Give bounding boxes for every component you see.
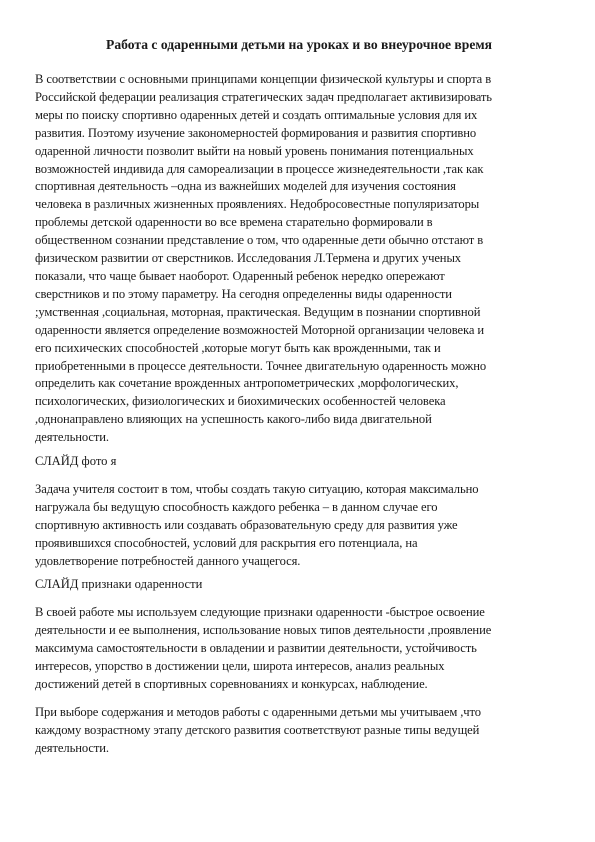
- text-line: общественном сознании представление о том, что одаренные дети обычно отстают в: [35, 233, 484, 248]
- text-line: проблемы детской одаренности во все времена старательно формировали в: [35, 215, 433, 230]
- text-line: деятельности и ее выполнения, использование новых типов деятельности ,проявление: [35, 623, 492, 638]
- text-line: показали, что чаще бывает наоборот. Одаренный ребенок нередко опережают: [35, 268, 445, 283]
- text-line: его психических способностей ,которые могут быть как врожденными, так и: [35, 340, 441, 355]
- text-line: ,однонаправлено влияющих на успешность какого-либо вида двигательной: [35, 412, 432, 427]
- text-line: ;умственная ,социальная, моторная, практическая. Ведущим в познании спортивной: [35, 304, 481, 319]
- text-line: деятельности.: [35, 740, 109, 755]
- text-line: одаренной личности позволит выйти на новый уровень понимания потенциальных: [35, 143, 474, 158]
- text-line: спортивную активность или создавать образовательную среду для развития уже: [35, 517, 458, 532]
- text-line: каждому возрастному этапу детского развития соответствуют разные типы ведущей: [35, 722, 480, 737]
- text-line: нагружала бы ведущую способность каждого ребенка – в данном случае его: [35, 499, 438, 514]
- text-line: возможностей индивида для самореализации в процессе жизнедеятельности ,так как: [35, 161, 484, 176]
- paragraph-signs: [35, 604, 543, 694]
- text-line: проявившихся способностей, условий для раскрытия его потенциала, на: [35, 535, 418, 550]
- text-line: одаренности является определение возможностей Моторной организации человека и: [35, 322, 484, 337]
- text-line: приобретенными в процессе деятельности. Точнее двигательную одаренность можно: [35, 358, 487, 373]
- text-line: меры по поиску спортивно одаренных детей и создать оптимальные условия для их: [35, 107, 478, 122]
- text-line: В соответствии с основными принципами концепции физической культуры и спорта в: [35, 72, 492, 86]
- text-line: интересов, упорство в достижении цели, широта интересов, анализ реальных: [35, 659, 445, 674]
- text-line: В своей работе мы используем следующие признаки одаренности -быстрое освоение: [35, 605, 485, 620]
- text-line: определить как сочетание врожденных антропометрических ,морфологических,: [35, 376, 459, 391]
- text-line: Российской федерации реализация стратегических задач предполагает активизировать: [35, 89, 492, 104]
- paragraph-content-methods: [35, 704, 543, 758]
- document-title: Работа с одаренными детьми на уроках и во внеурочное время: [106, 37, 492, 52]
- text-line: спортивная деятельность –одна из важнейших моделей для изучения состояния: [35, 179, 456, 194]
- slide-label-signs: СЛАЙД признаки одаренности: [35, 577, 203, 592]
- text-line: развития. Поэтому изучение закономерностей формирования и развития спортивно: [35, 125, 477, 140]
- slide-label-photo: СЛАЙД фото я: [35, 454, 117, 469]
- text-line: достижений детей в спортивных соревнованиях и конкурсах, наблюдение.: [35, 677, 428, 691]
- paragraph-teacher-task: [35, 481, 543, 571]
- text-line: При выборе содержания и методов работы с одаренными детьми мы учитываем ,что: [35, 704, 481, 719]
- paragraph-concept: [35, 71, 543, 447]
- text-line: деятельности.: [35, 430, 109, 445]
- text-line: удовлетворение потребностей данного учащегося.: [35, 553, 301, 568]
- text-line: человека в различных жизненных проявлениях. Недобросовестные популяризаторы: [35, 197, 480, 212]
- text-line: сверстников и по этому параметру. На сегодня определенны виды одаренности: [35, 286, 452, 301]
- text-line: максимума самостоятельности в овладении и развитии деятельности, устойчивость: [35, 641, 477, 656]
- text-line: психологических, физиологических и биохимических особенностей человека: [35, 394, 446, 409]
- text-line: Задача учителя состоит в том, чтобы создать такую ситуацию, которая максимально: [35, 481, 479, 496]
- text-line: физическом развитии от сверстников. Исследования Л.Термена и других ученых: [35, 251, 462, 266]
